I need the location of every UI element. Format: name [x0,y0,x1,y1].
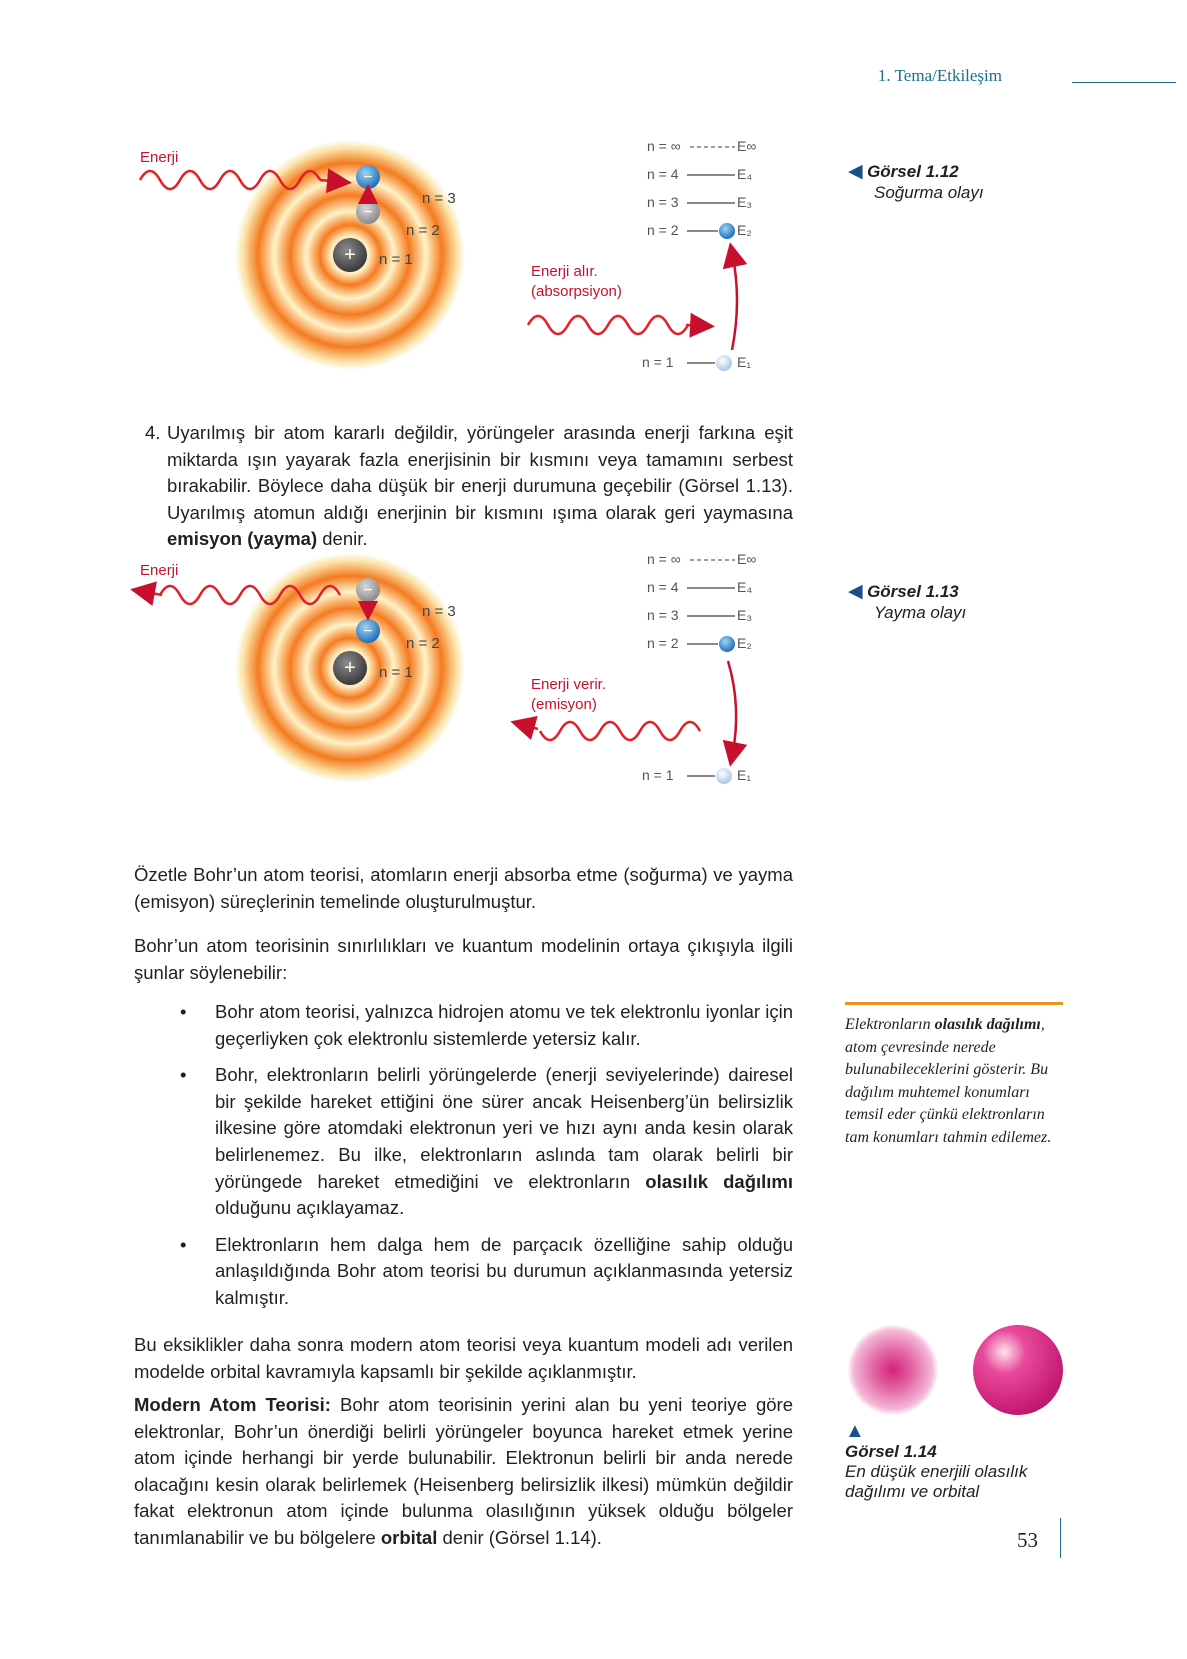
caption-title: Görsel 1.14 [845,1442,937,1461]
figure-112-caption [848,160,1048,203]
limitations-list [180,999,793,1322]
bullet-text: Bohr, elektronların belirli yörüngelerde (enerji seviyelerinde) dairesel bir şekilde hareket ettiğini öne sürer ancak Heisenberg’ün belirsizlik ilkesine göre atomdaki elektronun yeri ve hızı aynı anda kesin olarak belirlenemez. Bu ilke, elektronların aslında tam olarak belirli bir yörüngede hareket etmediğini ve elektronların [215,1064,793,1192]
side-note [845,1014,1063,1150]
level-n-2: n = 2 [647,222,679,238]
svg-text:+: + [344,244,356,266]
modern-model-intro: Bu eksiklikler daha sonra modern atom teorisi veya kuantum modeli adı verilen modelde orbital kavramıyla kapsamlı bir şekilde açıklanmıştır. [134,1334,793,1382]
bullet-icon: • [180,1233,187,1255]
item-text-end: denir. [317,528,368,550]
svg-text:−: − [363,623,373,640]
page-header [0,62,1187,92]
paragraph-text-end: denir (Görsel 1.14). [437,1526,602,1548]
energy-label: Enerji [140,149,179,166]
level-e-2: E₂ [737,222,752,238]
transition-label-2: (emisyon) [531,696,597,713]
side-note-rule [845,1002,1063,1005]
caption-arrow-icon: ◀ [848,161,863,182]
bullet-text: Bohr atom teorisi, yalnızca hidrojen atomu ve tek elektronlu iyonlar için geçerliyken çok elektronlu sistemlerde yetersiz kalır. [215,1001,793,1049]
page-number: 53 [1017,1528,1038,1552]
level-e-inf: E∞ [737,138,757,154]
level-e-2: E₂ [737,635,752,651]
item-4 [145,420,793,553]
bullet-text-end: olduğunu açıklayamaz. [215,1197,405,1219]
level-n-4: n = 4 [647,166,679,182]
caption-subtitle-line2: dağılımı ve orbital [845,1482,980,1501]
orbit-label-2: n = 2 [406,222,440,239]
orbit-label-2: n = 2 [406,635,440,652]
level-e-4: E₄ [737,579,753,595]
bullet-icon: • [180,1001,187,1022]
probability-cloud-icon [848,1325,938,1415]
orbit-label-3: n = 3 [422,190,456,207]
list-item [180,1232,793,1312]
transition-label-1: Enerji alır. [531,263,598,280]
list-item [180,999,793,1052]
section-heading: Modern Atom Teorisi: [134,1394,331,1415]
item-text: Uyarılmış bir atom kararlı değildir, yörüngeler arasında enerji farkına eşit miktarda ışın yayarak fazla enerjisinin bir kısmını veya tamamını serbest bırakabilir. Böylece daha düşük bir enerji durumuna geçebilir (Görsel 1.13). Uyarılmış atomun aldığı enerjinin bir kısmını ışıma olarak geri yaymasına [167,422,793,523]
figure-absorption-diagram [130,130,810,390]
paragraph-text: Bohr atom teorisinin yerini alan bu yeni teoriye göre elektronlar, Bohr’un önerdiği belirli yörüngeler boyunca hareket etmek yerine atom içinde herhangi bir yerde bulunabilir. Elektronun belirli bir anda nerede olacağını kesin olarak belirlemek (Heisenberg belirsizlik ilkesi) mümkün değildir fakat elektronun atom içinde bulunma olasılığının yüksek olduğu bölgeler tanımlanabilir ve bu bölgelere [134,1394,793,1548]
side-note-text-end: , atom çevresinde nerede bulunabileceklerini gösterir. Bu dağılım muhtemel konumları temsil eder çünkü elektronların tam konumları tahmin edilemez. [845,1016,1052,1146]
caption-subtitle: Soğurma olayı [874,183,984,202]
figure-114-caption [845,1420,1075,1502]
level-n-3: n = 3 [647,194,679,210]
transition-label-2: (absorpsiyon) [531,283,622,300]
list-item [180,1062,793,1222]
transition-up-arrow [732,252,737,350]
item-bold-term: emisyon (yayma) [167,528,318,550]
bullet-icon: • [180,1064,187,1086]
svg-text:−: − [363,582,373,599]
svg-text:−: − [363,169,373,186]
transition-label-1: Enerji verir. [531,676,607,693]
summary-paragraph: Özetle Bohr’un atom teorisi, atomların enerji absorba etme (soğurma) ve yayma (emisyon) süreçlerinin temelinde oluşturulmuştur. [134,864,793,912]
caption-title: Görsel 1.13 [867,582,959,601]
bullet-bold-term: olasılık dağılımı [645,1170,793,1192]
level-n-1: n = 1 [642,354,674,370]
svg-text:+: + [344,657,356,679]
chapter-title: 1. Tema/Etkileşim [877,66,1002,85]
orbital-sphere-icon [973,1325,1063,1415]
limitations-intro: Bohr’un atom teorisinin sınırlılıkları ve kuantum modelinin ortaya çıkışıyla ilgili şunlar söylenebilir: [134,935,793,983]
caption-subtitle: Yayma olayı [874,603,967,622]
orbit-label-3: n = 3 [422,603,456,620]
level-e-3: E₃ [737,607,753,623]
caption-arrow-icon: ◀ [848,581,863,602]
absorbed-wave-icon [528,316,688,334]
energy-label: Enerji [140,562,179,579]
level-n-inf: n = ∞ [647,551,681,567]
level-n-2: n = 2 [647,635,679,651]
bold-term-orbital: orbital [380,1526,438,1548]
header-rule [1072,82,1176,83]
level-e-1: E₁ [737,354,752,370]
orbit-label-1: n = 1 [379,664,413,681]
level-e-4: E₄ [737,166,753,182]
emitted-wave-icon [540,722,700,740]
item-number: 4. [145,422,161,443]
level-n-1: n = 1 [642,767,674,783]
caption-arrow-up-icon: ▲ [845,1420,865,1442]
svg-text:−: − [363,204,373,221]
side-note-bold: olasılık dağılımı [934,1016,1041,1033]
modern-atom-paragraph [134,1392,793,1552]
level-n-4: n = 4 [647,579,679,595]
bullet-text: Elektronların hem dalga hem de parçacık özelliğine sahip olduğu anlaşıldığında Bohr atom teorisi bu durumun açıklanmasında yetersiz kalmıştır. [215,1233,793,1308]
level-e-3: E₃ [737,194,753,210]
caption-title: Görsel 1.12 [867,162,959,181]
figure-113-caption [848,580,1048,623]
level-n-3: n = 3 [647,607,679,623]
figure-emission-diagram [130,543,810,803]
orbit-label-1: n = 1 [379,251,413,268]
caption-subtitle-line1: En düşük enerjili olasılık [845,1462,1028,1481]
page-number-rule [1060,1518,1061,1558]
side-note-text: Elektronların [845,1016,935,1033]
level-n-inf: n = ∞ [647,138,681,154]
level-e-1: E₁ [737,767,752,783]
transition-down-arrow [728,661,736,757]
level-e-inf: E∞ [737,551,757,567]
